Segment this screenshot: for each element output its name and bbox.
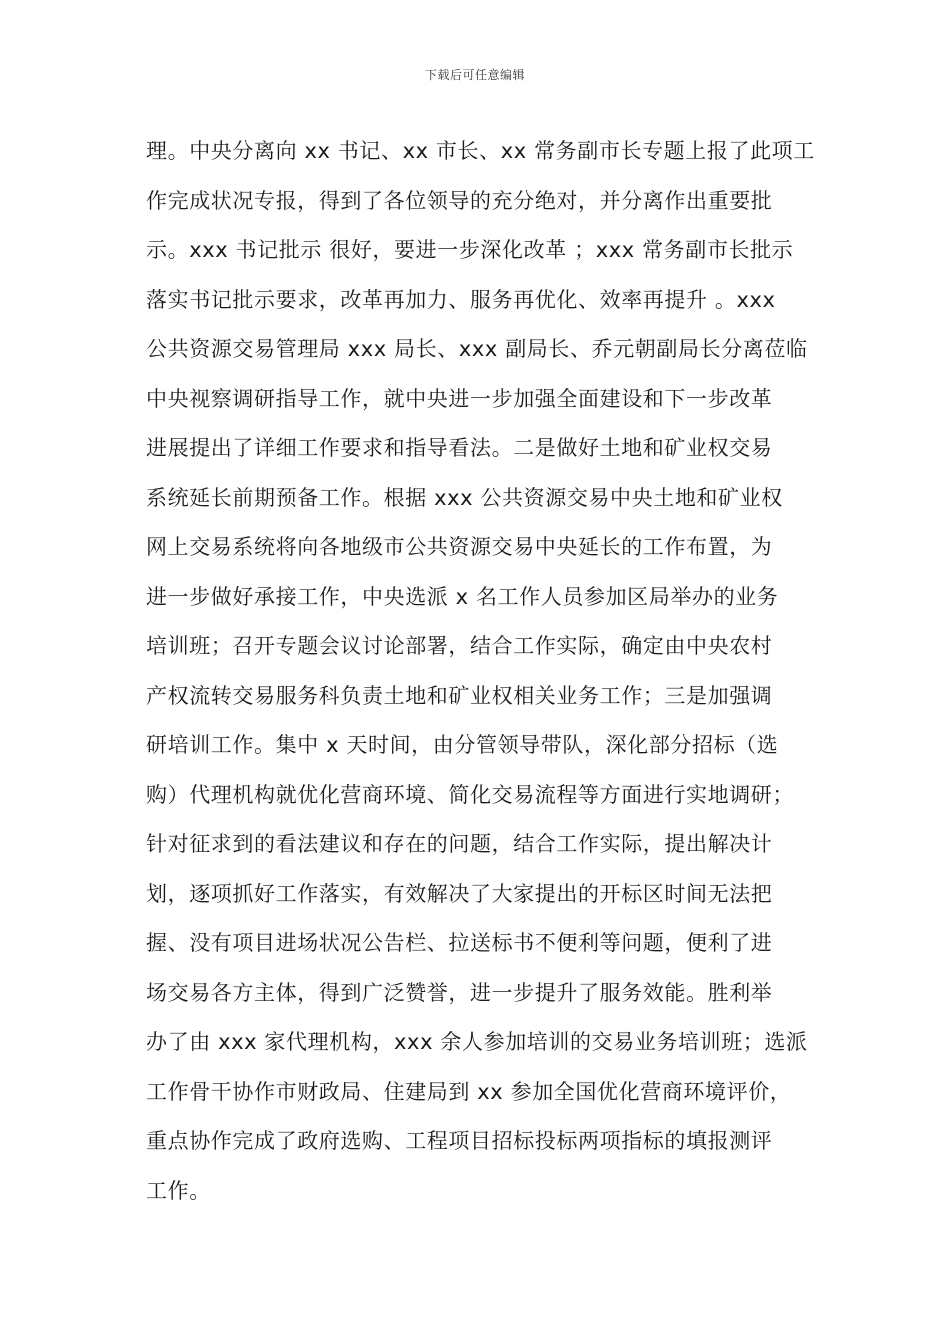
text-line: 作完成状况专报，得到了各位领导的充分绝对，并分离作出重要批 [146,188,773,213]
text-line: 重点协作完成了政府选购、工程项目招标投标两项指标的填报测评 [146,1129,773,1153]
text-line: 公共资源交易管理局 xxx 局长、xxx 副局长、乔元朝副局长分离莅临 [146,337,808,361]
text-line: 研培训工作。集中 x 天时间，由分管领导带队，深化部分招标（选 [146,733,779,757]
text-line: 网上交易系统将向各地级市公共资源交易中央延长的工作布置，为 [146,535,773,559]
text-line: 握、没有项目进场状况公告栏、拉送标书不便利等问题，便利了进 [146,931,773,955]
text-line: 示。xxx 书记批示 很好，要进一步深化改革 ；xxx 常务副市长批示 [146,238,794,262]
text-line: 场交易各方主体，得到广泛赞誉，进一步提升了服务效能。胜利举 [146,980,773,1005]
text-line: 办了由 xxx 家代理机构，xxx 余人参加培训的交易业务培训班；选派 [146,1030,808,1054]
text-line: 中央视察调研指导工作，就中央进一步加强全面建设和下一步改革 [146,386,773,411]
text-line: 产权流转交易服务科负责土地和矿业权相关业务工作；三是加强调 [146,683,773,708]
text-line: 购）代理机构就优化营商环境、简化交易流程等方面进行实地调研； [146,782,794,807]
text-line: 针对征求到的看法建议和存在的问题，结合工作实际，提出解决计 [146,832,773,856]
text-line: 划，逐项抓好工作落实，有效解决了大家提出的开标区时间无法把 [146,881,773,906]
text-line: 进一步做好承接工作，中央选派 x 名工作人员参加区局举办的业务 [146,584,779,609]
text-line: 理。中央分离向 xx 书记、xx 市长、xx 常务副市长专题上报了此项工 [146,139,815,163]
text-line: 培训班；召开专题会议讨论部署，结合工作实际，确定由中央农村 [146,634,773,658]
text-line: 系统延长前期预备工作。根据 xxx 公共资源交易中央土地和矿业权 [146,485,783,510]
text-line: 工作。 [146,1178,211,1203]
body-paragraph [146,131,836,1220]
text-line: 工作骨干协作市财政局、住建局到 xx 参加全国优化营商环境评价， [146,1079,792,1104]
text-line: 进展提出了详细工作要求和指导看法。二是做好土地和矿业权交易 [146,436,773,460]
page-header: 下载后可任意编辑 [424,68,525,82]
text-line: 落实书记批示要求，改革再加力、服务再优化、效率再提升 。xxx [146,287,776,312]
